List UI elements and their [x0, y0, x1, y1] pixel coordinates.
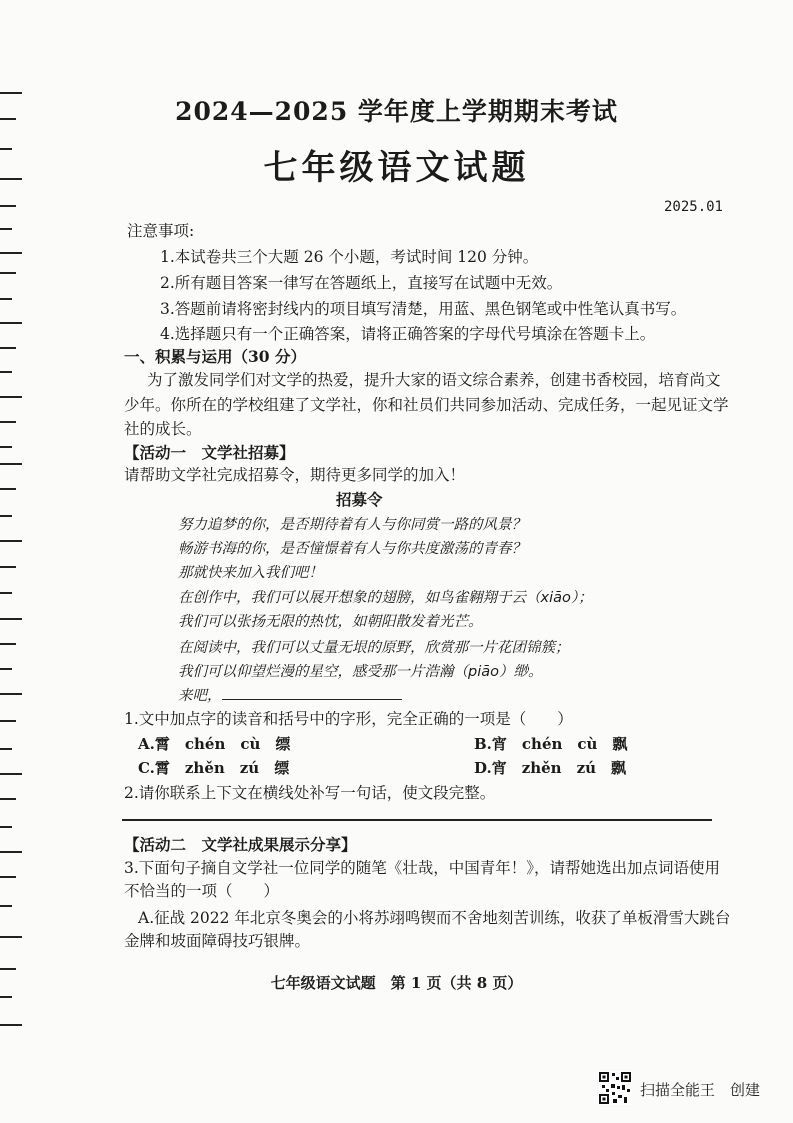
- notice-item: 1.本试卷共三个大题 26 个小题，考试时间 120 分钟。: [160, 248, 539, 266]
- binding-tick-mark: [0, 798, 16, 800]
- option-d[interactable]: D.宵 zhěn zú 飘: [474, 759, 626, 777]
- binding-tick-mark: [0, 347, 16, 349]
- poem-line: 在创作中，我们可以展开想象的翅膀，如鸟雀翱翔于云（xiāo）；: [178, 590, 593, 606]
- question-3: 3.下面句子摘自文学社一位同学的随笔《壮哉，中国青年！》，请帮她选出加点词语使用: [124, 859, 721, 877]
- exam-date: 2025.01: [663, 199, 723, 215]
- binding-tick-mark: [0, 540, 22, 542]
- option-c[interactable]: C.霄 zhěn zú 缥: [138, 759, 290, 777]
- binding-tick-mark: [0, 643, 16, 645]
- binding-tick-mark: [0, 996, 12, 998]
- answer-blank[interactable]: [222, 685, 402, 700]
- activity-heading: 【活动二 文学社成果展示分享】: [124, 835, 357, 854]
- intro-line: 少年。你所在的学校组建了文学社，你和社员们共同参加活动、完成任务，一起见证文学: [124, 396, 729, 414]
- scanner-brand: 扫描全能王 创建: [640, 1081, 761, 1099]
- binding-tick-mark: [0, 566, 16, 568]
- activity-prompt: 请帮助文学社完成招募令，期待更多同学的加入！: [124, 466, 466, 484]
- binding-tick-mark: [0, 272, 16, 274]
- binding-tick-mark: [0, 446, 12, 448]
- binding-tick-mark: [0, 515, 12, 517]
- poem-title: 招募令: [336, 490, 383, 509]
- notice-heading: 注意事项:: [127, 222, 195, 240]
- binding-tick-mark: [0, 905, 12, 907]
- binding-tick-mark: [0, 668, 12, 670]
- exam-title: 2024—2025 学年度上学期期末考试: [175, 97, 618, 126]
- binding-tick-mark: [0, 720, 16, 722]
- intro-line: 社的成长。: [124, 420, 202, 438]
- binding-tick-mark: [0, 322, 22, 324]
- option-a[interactable]: A.霄 chén cù 缥: [138, 735, 291, 753]
- binding-tick-mark: [0, 488, 16, 490]
- binding-tick-mark: [0, 936, 22, 938]
- question-3-cont: 不恰当的一项（ ）: [124, 882, 280, 900]
- binding-tick-mark: [0, 205, 16, 207]
- question-2: 2.请你联系上下文在横线处补写一句话，使文段完整。: [124, 784, 496, 802]
- poem-line: 努力追梦的你，是否期待着有人与你同赏一路的风景？: [178, 517, 526, 533]
- binding-tick-mark: [0, 421, 16, 423]
- question-1: 1.文中加点字的读音和括号中的字形，完全正确的一项是（ ）: [124, 710, 573, 728]
- poem-line: 来吧，: [178, 688, 222, 704]
- exam-subtitle: 七年级语文试题: [263, 148, 530, 188]
- poem-line: 那就快来加入我们吧！: [178, 565, 323, 581]
- q3-option-a: A.征战 2022 年北京冬奥会的小将苏翊鸣锲而不舍地刻苦训练，收获了单板滑雪大跳台: [138, 909, 731, 927]
- notice-item: 4.选择题只有一个正确答案，请将正确答案的字母代号填涂在答题卡上。: [160, 325, 656, 343]
- binding-tick-mark: [0, 876, 16, 878]
- q3-option-a-cont: 金牌和坡面障碍技巧银牌。: [124, 932, 311, 950]
- poem-line: 在阅读中，我们可以丈量无垠的原野，欣赏那一片花团锦簇；: [178, 640, 570, 656]
- answer-divider: [122, 819, 712, 821]
- binding-tick-mark: [0, 396, 22, 398]
- intro-line: 为了激发同学们对文学的热爱，提升大家的语文综合素养，创建书香校园，培育尚文: [147, 371, 721, 389]
- binding-tick-mark: [0, 298, 12, 300]
- binding-tick-mark: [0, 618, 22, 620]
- option-b[interactable]: B.宵 chén cù 飘: [474, 735, 628, 753]
- binding-tick-mark: [0, 463, 22, 465]
- poem-line: 畅游书海的你，是否憧憬着有人与你共度激荡的青春？: [178, 541, 526, 557]
- binding-tick-mark: [0, 228, 12, 230]
- binding-tick-mark: [0, 748, 12, 750]
- notice-item: 3.答题前请将密封线内的项目填写清楚，用蓝、黑色钢笔或中性笔认真书写。: [160, 300, 687, 318]
- binding-tick-mark: [0, 773, 22, 775]
- activity-heading: 【活动一 文学社招募】: [124, 443, 295, 462]
- section-heading: 一、积累与运用（30 分）: [124, 347, 306, 366]
- binding-tick-mark: [0, 826, 12, 828]
- binding-tick-mark: [0, 851, 22, 853]
- binding-tick-mark: [0, 252, 22, 254]
- poem-line-blank: [178, 684, 402, 705]
- binding-tick-mark: [0, 968, 16, 970]
- binding-tick-mark: [0, 1024, 22, 1026]
- binding-tick-mark: [0, 371, 12, 373]
- poem-line: 我们可以张扬无限的热忱，如朝阳散发着光芒。: [178, 614, 483, 630]
- binding-tick-mark: [0, 592, 12, 594]
- binding-tick-mark: [0, 693, 22, 695]
- page-footer: 七年级语文试题 第 1 页（共 8 页）: [270, 974, 523, 992]
- poem-line: 我们可以仰望烂漫的星空，感受那一片浩瀚（piāo）缈。: [178, 664, 543, 680]
- notice-item: 2.所有题目答案一律写在答题纸上，直接写在试题中无效。: [160, 274, 563, 292]
- qr-code-icon: [598, 1071, 632, 1105]
